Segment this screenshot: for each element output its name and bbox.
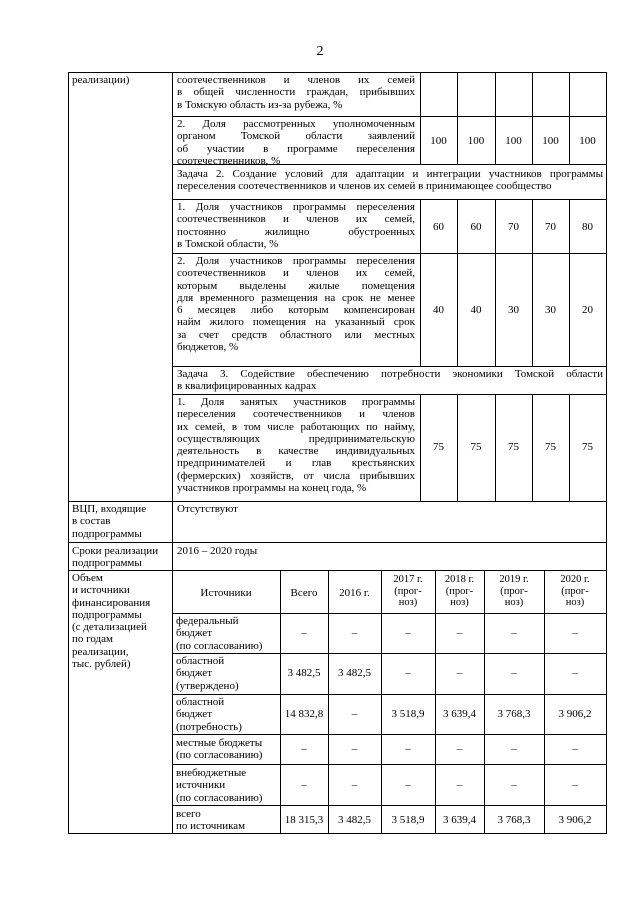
finance-row-extrabudget-source (176, 767, 262, 804)
text-line: (прог- (500, 585, 528, 597)
text-line: участников программы на конец года, % (177, 482, 367, 495)
text-line: предпринимателей и глав крестьянских (177, 457, 415, 470)
header-2018 (435, 574, 484, 609)
finance-label (72, 572, 150, 670)
text-line: соотечественников и членов их семей, (177, 267, 415, 280)
task2-indicator2-text (177, 255, 415, 353)
text-line: областной (176, 655, 225, 667)
finance-cell: – (511, 627, 517, 639)
text-line: 2017 г. (393, 574, 423, 585)
text-line: подпрограммы (72, 557, 142, 570)
task2-ind2-value-2017: 40 (470, 304, 482, 316)
finance-cell: 3 906,2 (558, 814, 592, 826)
finance-cell: 14 832,8 (284, 708, 324, 720)
header-total: Всего (290, 587, 318, 599)
task2-ind1-value-2017: 60 (470, 221, 482, 233)
task1-ind2-value-2016: 100 (430, 135, 447, 147)
text-line: (прог- (561, 585, 589, 597)
text-line: (по согласованию) (176, 791, 263, 804)
task2-ind2-value-2016: 40 (433, 304, 444, 316)
finance-cell: – (456, 779, 463, 791)
task1-ind2-value-2020: 100 (579, 135, 596, 147)
text-line: и источники (72, 584, 130, 597)
text-line: 2. Доля рассмотренных уполномоченным (177, 118, 415, 130)
finance-cell: – (511, 667, 517, 679)
text-line: бюджет (176, 708, 212, 721)
finance-cell: – (351, 627, 358, 639)
text-line: осуществляющих предпринимательскую (177, 432, 415, 445)
finance-cell: – (351, 743, 358, 755)
subprogram-passport-table (68, 72, 607, 834)
finance-cell: 3 768,3 (497, 708, 531, 720)
text-line: (прог- (445, 585, 474, 597)
finance-cell: – (405, 627, 411, 639)
finance-cell: 3 906,2 (558, 708, 592, 720)
finance-row-total-source (176, 808, 245, 833)
task3-ind1-value-2019: 75 (545, 441, 556, 453)
text-line: Задача 3. Содействие обеспечению потребности экономики Томской области (177, 368, 603, 380)
text-line: источники (176, 779, 226, 792)
label-realization-cont: реализации) (72, 74, 130, 86)
text-line: реализации, (72, 645, 129, 658)
finance-cell: 3 482,5 (338, 814, 371, 826)
task3-ind1-value-2016: 75 (433, 441, 444, 453)
vcp-label (72, 503, 146, 540)
text-line: их семей, в том числе работающих по найму, (177, 420, 415, 433)
task2-ind1-value-2016: 60 (433, 221, 444, 233)
finance-cell: – (456, 627, 463, 639)
finance-cell: 3 768,3 (497, 814, 531, 826)
task2-ind1-value-2018: 70 (508, 221, 519, 233)
text-line: (прог- (394, 585, 422, 597)
task2-ind1-value-2020: 80 (582, 221, 593, 233)
text-line: областной (176, 696, 225, 708)
finance-cell: – (572, 779, 578, 791)
finance-cell: – (301, 743, 307, 755)
text-line: бюджет (176, 667, 212, 680)
text-line: соотечественников и членов их семей, (177, 213, 415, 226)
task2-ind2-value-2020: 20 (582, 304, 593, 316)
finance-cell: 3 518,9 (391, 814, 425, 826)
task3-title (177, 368, 603, 393)
finance-cell: – (405, 667, 411, 679)
finance-cell: 3 639,4 (443, 814, 476, 826)
task1-ind2-value-2017: 100 (467, 135, 485, 147)
text-line: в квалифицированных кадрах (177, 380, 317, 393)
text-line: 1. Доля участников программы переселения (177, 201, 415, 213)
text-line: деятельность в качестве индивидуальных (177, 445, 415, 458)
text-line: подпрограммы (72, 527, 142, 540)
vcp-value: Отсутствуют (177, 503, 238, 515)
text-line: Объем (72, 572, 103, 584)
task3-ind1-value-2017: 75 (470, 441, 482, 453)
finance-cell: – (456, 743, 463, 755)
terms-value: 2016 – 2020 годы (177, 545, 258, 557)
text-line: 2020 г. (560, 574, 590, 585)
text-line: подпрограммы (72, 608, 142, 621)
task2-ind2-value-2019: 30 (545, 304, 556, 316)
text-line: (потребность) (176, 720, 242, 733)
text-line: (по согласованию) (176, 639, 263, 652)
text-line: в Томской области, % (177, 237, 279, 250)
text-line: по годам (72, 633, 113, 646)
text-line: местные бюджеты (176, 737, 263, 749)
finance-cell: 18 315,3 (284, 814, 324, 826)
text-line: ноз) (398, 597, 418, 608)
finance-cell: 3 482,5 (338, 667, 371, 679)
text-line: соотечественников и членов их семей (177, 74, 415, 86)
text-line: ноз) (450, 597, 469, 608)
finance-cell: – (511, 743, 517, 755)
text-line: за счет средств областного или местных (177, 328, 415, 341)
task2-ind1-value-2019: 70 (545, 221, 556, 233)
task1-indicator1-text (177, 74, 415, 111)
text-line: переселения соотечественников и членов (177, 408, 415, 421)
text-line: которым выделены жилые помещения (177, 279, 415, 292)
text-line: (утверждено) (176, 679, 239, 692)
finance-cell: – (405, 779, 411, 791)
finance-cell: 3 518,9 (391, 708, 425, 720)
finance-row-local-source (176, 737, 262, 762)
text-line: в Томскую область из-за рубежа, % (177, 98, 343, 111)
text-line: (по согласованию) (176, 749, 263, 762)
text-line: бюджет (176, 627, 212, 640)
text-line: (фермерских) хозяйств, от числа прибывших (177, 469, 415, 482)
text-line: внебюджетные (176, 767, 247, 779)
header-2020 (544, 574, 606, 609)
finance-cell: 3 639,4 (443, 708, 476, 720)
finance-cell: – (572, 627, 578, 639)
task2-title (177, 168, 603, 193)
finance-row-regional-need-source (176, 696, 242, 733)
task3-indicator1-text (177, 396, 415, 494)
text-line: 1. Доля занятых участников программы (177, 396, 415, 408)
text-line: Задача 2. Создание условий для адаптации и интеграции участников программы (177, 168, 603, 180)
text-line: 2019 г. (499, 574, 529, 585)
finance-cell: – (351, 708, 358, 720)
task2-ind2-value-2018: 30 (508, 304, 519, 316)
finance-cell: – (572, 667, 578, 679)
header-sources: Источники (200, 587, 252, 599)
text-line: постоянно жилищно обустроенных (177, 225, 415, 238)
text-line: финансирования (72, 596, 151, 609)
task1-indicator2-text (177, 118, 415, 167)
finance-cell: – (351, 779, 358, 791)
task1-ind2-value-2018: 100 (505, 135, 522, 147)
terms-label (72, 545, 158, 570)
text-line: бюджетов, % (177, 341, 239, 354)
text-line: переселения соотечественников и членов их семей в принимающее сообщество (177, 180, 552, 193)
finance-cell: – (405, 743, 411, 755)
text-line: тыс. рублей) (72, 658, 131, 671)
finance-cell: – (511, 779, 517, 791)
text-line: по источникам (176, 820, 246, 833)
page-number: 2 (316, 44, 324, 59)
text-line: федеральный (176, 615, 239, 627)
text-line: Сроки реализации (72, 545, 159, 557)
text-line: об участии в программе переселения (177, 142, 415, 155)
text-line: ноз) (565, 597, 585, 608)
finance-cell: – (301, 627, 307, 639)
text-line: найм жилого помещения на указанный срок (177, 316, 415, 329)
text-line: в состав (72, 515, 111, 528)
task1-ind2-value-2019: 100 (542, 135, 559, 147)
text-line: ноз) (504, 597, 524, 608)
finance-cell: 3 482,5 (287, 667, 321, 679)
finance-row-federal-source (176, 615, 262, 652)
task2-indicator1-text (177, 201, 415, 250)
text-line: органом Томской области заявлений (177, 130, 415, 143)
finance-cell: – (572, 743, 578, 755)
text-line: (с детализацией (72, 621, 147, 634)
finance-row-regional-approved-source (176, 655, 239, 692)
text-line: соотечественников, % (177, 154, 281, 167)
text-line: всего (176, 808, 201, 820)
task3-ind1-value-2018: 75 (508, 441, 519, 453)
text-line: ВЦП, входящие (72, 503, 147, 515)
text-line: 2018 г. (444, 574, 475, 585)
task3-ind1-value-2020: 75 (582, 441, 593, 453)
finance-cell: – (301, 779, 307, 791)
header-2016: 2016 г. (339, 587, 370, 599)
finance-cell: – (456, 667, 463, 679)
text-line: 6 месяцев либо которым компенсирован (177, 304, 415, 317)
header-2019 (484, 574, 544, 609)
header-2017 (381, 574, 435, 609)
text-line: для временного размещения на срок не менее (177, 291, 415, 304)
text-line: 2. Доля участников программы переселения (177, 255, 415, 267)
text-line: в общей численности граждан, прибывших (177, 86, 415, 99)
